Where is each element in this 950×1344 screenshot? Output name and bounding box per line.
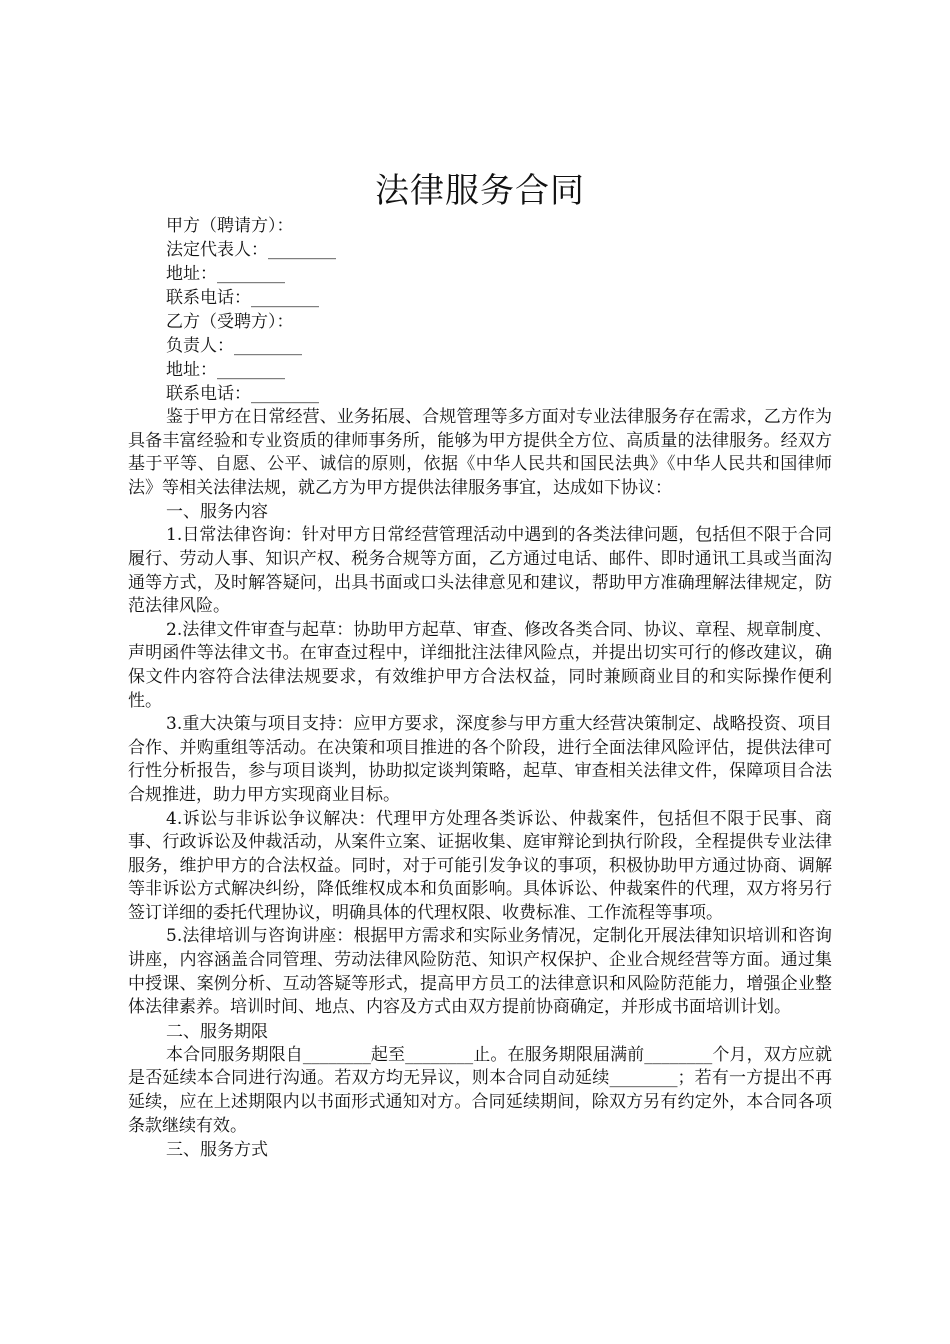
service-item-consulting: 1.日常法律咨询：针对甲方日常经营管理活动中遇到的各类法律问题，包括但不限于合同履行、劳动人事、知识产权、税务合规等方面，乙方通过电话、邮件、即时通讯工具或当面沟通等方式，及时解答疑问，出具书面或口头法律意见和建议，帮助甲方准确理解法律规定，防范法律风险。 <box>128 525 832 617</box>
section-heading-service-term: 二、服务期限 <box>166 1021 268 1042</box>
party-b-representative: 负责人：________ <box>166 336 302 356</box>
preamble-paragraph: 鉴于甲方在日常经营、业务拓展、合规管理等多方面对专业法律服务存在需求，乙方作为具备丰富经验和专业资质的律师事务所，能够为甲方提供全方位、高质量的法律服务。经双方基于平等、自愿、公平、诚信的原则，依据《中华人民共和国民法典》《中华人民共和国律师法》等相关法律法规，就乙方为甲方提供法律服务事宜，达成如下协议： <box>128 407 832 498</box>
section-heading-service-method: 三、服务方式 <box>166 1140 268 1161</box>
party-b-label: 乙方（受聘方）： <box>166 312 294 332</box>
party-b-block <box>128 310 832 406</box>
party-a-block <box>128 214 832 310</box>
party-a-representative: 法定代表人：________ <box>166 240 336 260</box>
service-item-document-review: 2.法律文件审查与起草：协助甲方起草、审查、修改各类合同、协议、章程、规章制度、声明函件等法律文书。在审查过程中，详细批注法律风险点，并提出切实可行的修改建议，确保文件内容符合法律法规要求，有效维护甲方合法权益，同时兼顾商业目的和实际操作便利性。 <box>128 619 832 711</box>
page-title: 法律服务合同 <box>375 171 585 211</box>
service-item-training: 5.法律培训与咨询讲座：根据甲方需求和实际业务情况，定制化开展法律知识培训和咨询讲座，内容涵盖合同管理、劳动法律风险防范、知识产权保护、企业合规经营等方面。通过集中授课、案例分析、互动答疑等形式，提高甲方员工的法律意识和风险防范能力，增强企业整体法律素养。培训时间、地点、内容及方式由双方提前协商确定，并形成书面培训计划。 <box>128 926 832 1018</box>
party-a-label: 甲方（聘请方）： <box>166 216 294 236</box>
party-b-phone: 联系电话：________ <box>166 384 319 404</box>
service-item-dispute-resolution: 4.诉讼与非诉讼争议解决：代理甲方处理各类诉讼、仲裁案件，包括但不限于民事、商事、行政诉讼及仲裁活动，从案件立案、证据收集、庭审辩论到执行阶段，全程提供专业法律服务，维护甲方的合法权益。同时，对于可能引发争议的事项，积极协助甲方通过协商、调解等非诉讼方式解决纠纷，降低维权成本和负面影响。具体诉讼、仲裁案件的代理，双方将另行签订详细的委托代理协议，明确具体的代理权限、收费标准、工作流程等事项。 <box>128 808 832 923</box>
service-item-project-support: 3.重大决策与项目支持：应甲方要求，深度参与甲方重大经营决策制定、战略投资、项目合作、并购重组等活动。在决策和项目推进的各个阶段，进行全面法律风险评估，提供法律可行性分析报告，参与项目谈判，协助拟定谈判策略，起草、审查相关法律文件，保障项目合法合规推进，助力甲方实现商业目标。 <box>128 714 832 805</box>
party-a-phone: 联系电话：________ <box>166 288 319 308</box>
party-b-address: 地址：________ <box>166 360 285 380</box>
service-term-paragraph: 本合同服务期限自________起至________止。在服务期限届满前________个月，双方应就是否延续本合同进行沟通。若双方均无异议，则本合同自动延续________；若有一方提出不再延续，应在上述期限内以书面形式通知对方。合同延续期间，除双方另有约定外，本合同各项条款继续有效。 <box>128 1044 832 1136</box>
contract-page <box>128 168 832 1162</box>
party-a-address: 地址：________ <box>166 264 285 284</box>
section-heading-service-content: 一、服务内容 <box>166 502 268 523</box>
